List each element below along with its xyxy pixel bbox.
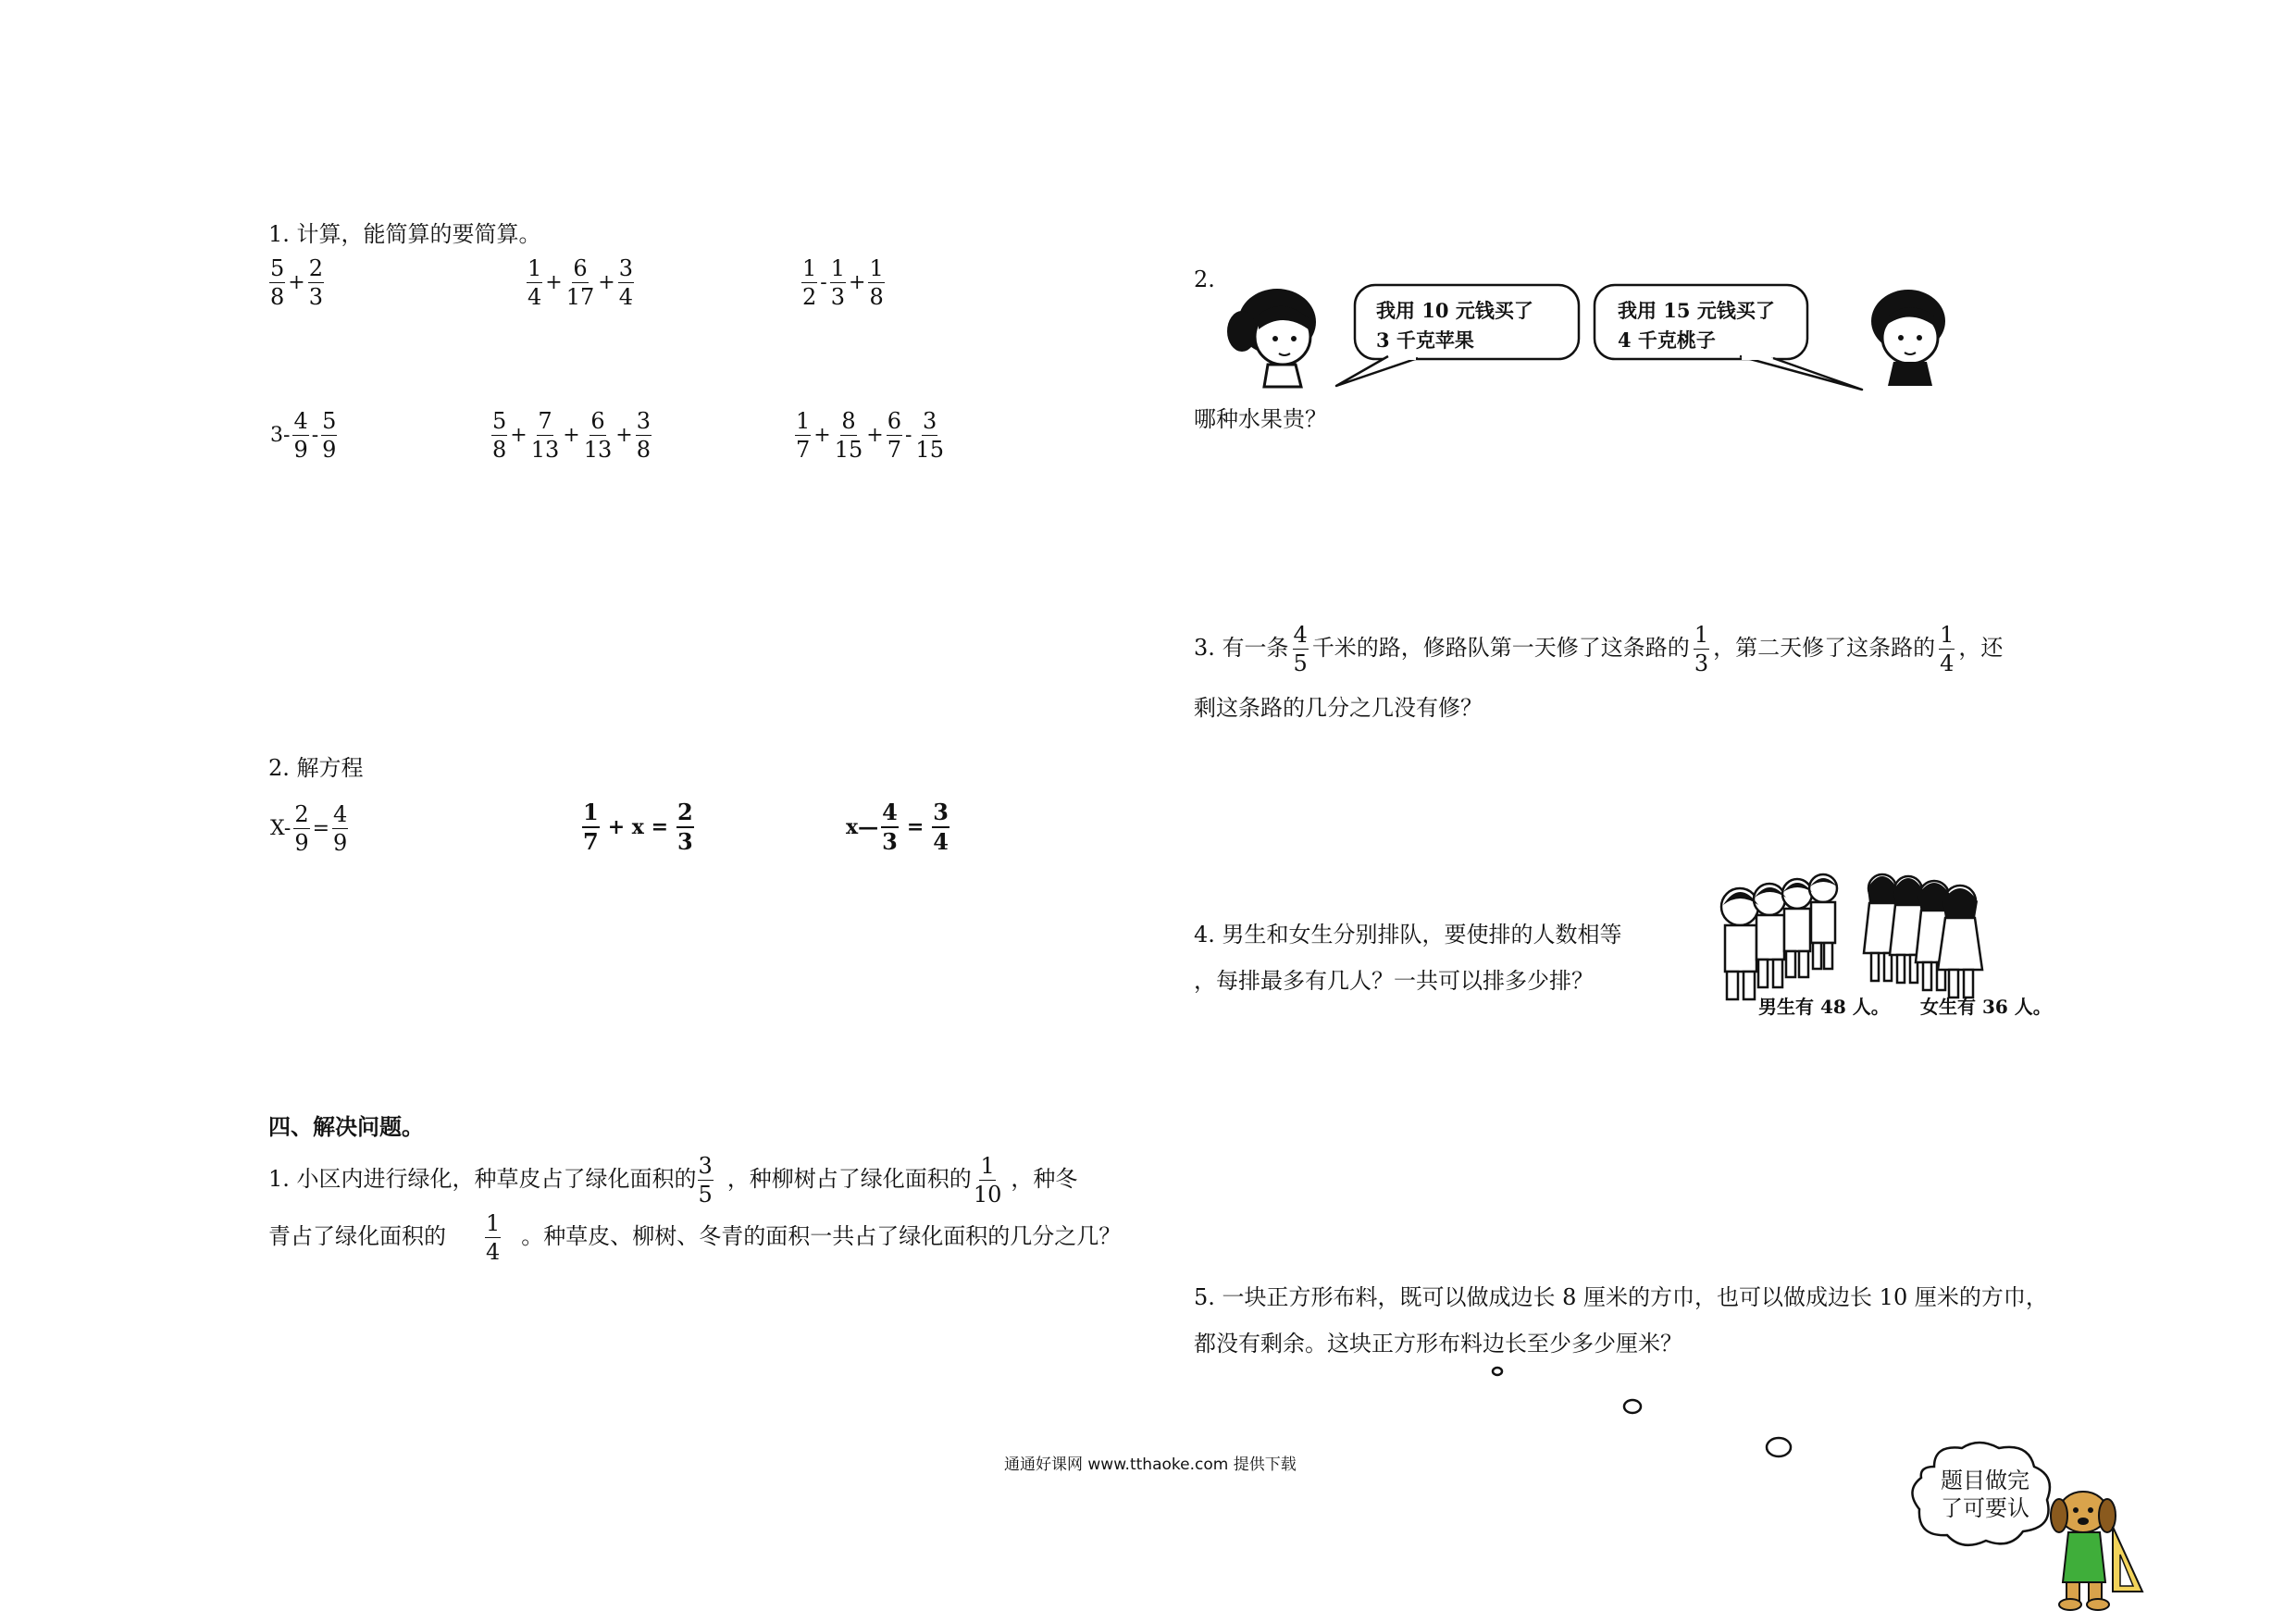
calc-expr-1: $\frac{5}{8}$ + $\frac{2}{3}$ <box>270 255 323 310</box>
calc-expr-3: $\frac{1}{2}$ - $\frac{1}{3}$ + $\frac{1}{8}$ <box>802 255 884 310</box>
fraction: $\frac{6}{13}$ <box>583 408 613 463</box>
mascot-bubble-text: 题目做完了可要认 <box>1941 1468 2029 1521</box>
fraction: $\frac{1}{4}$ <box>527 255 542 310</box>
calc-expr-6: $\frac{1}{7}$ + $\frac{8}{15}$ + $\frac{6}{7}$ - $\frac{3}{15}$ <box>796 408 944 463</box>
fraction: $\frac{3}{15}$ <box>915 408 944 463</box>
fraction: $\frac{5}{8}$ <box>492 408 507 463</box>
q3-line-1: 3. 有一条 $\frac{4}{5}$ 千米的路，修路队第一天修了这条路的 $\frac{1}{3}$ ，第二天修了这条路的 $\frac{1}{4}$ ，还 <box>1194 622 2004 676</box>
fraction: $\frac{1}{10}$ <box>973 1153 1002 1208</box>
fraction: $\frac{4}{5}$ <box>1293 622 1308 676</box>
fraction: $\frac{1}{3}$ <box>1694 622 1709 676</box>
equation-1: X- $\frac{2}{9}$ = $\frac{4}{9}$ <box>270 801 348 856</box>
speech-text-left: 我用 10 元钱买了 3 千克苹果 <box>1376 299 1533 352</box>
fraction: $\frac{3}{8}$ <box>636 408 651 463</box>
equation-2: $\frac{1}{7}$ + x = $\frac{2}{3}$ <box>583 799 693 855</box>
fraction: $\frac{1}{7}$ <box>796 408 811 463</box>
q2-question: 哪种水果贵？ <box>1194 406 1327 432</box>
fraction: $\frac{6}{7}$ <box>887 408 901 463</box>
fraction: $\frac{2}{3}$ <box>677 799 693 855</box>
equations-title: 2. 解方程 <box>268 755 364 781</box>
fraction: $\frac{3}{5}$ <box>698 1153 713 1208</box>
fraction: $\frac{2}{3}$ <box>308 255 323 310</box>
thought-bubble-dots <box>1481 1360 1795 1462</box>
fraction: $\frac{1}{2}$ <box>802 255 817 310</box>
fraction: $\frac{3}{4}$ <box>618 255 633 310</box>
fraction: $\frac{8}{15}$ <box>834 408 863 463</box>
fraction: $\frac{1}{7}$ <box>583 799 599 855</box>
fraction: $\frac{4}{9}$ <box>293 408 308 463</box>
girl-illustration <box>1222 278 1342 389</box>
calc-expr-4: 3- $\frac{4}{9}$ - $\frac{5}{9}$ <box>270 408 337 463</box>
dog-mascot-illustration <box>2041 1490 2147 1612</box>
fraction: $\frac{4}{9}$ <box>333 801 348 856</box>
footer-credit: 通通好课网 www.tthaoke.com 提供下载 <box>1004 1456 1297 1474</box>
calc-expr-5: $\frac{5}{8}$ + $\frac{7}{13}$ + $\frac{6}{13}$ + $\frac{3}{8}$ <box>492 408 651 463</box>
problem-1-line-2: 青占了绿化面积的 $\frac{1}{4}$ 。种草皮、柳树、冬青的面积一共占了绿化面积的几分之几？ <box>268 1210 1122 1265</box>
boy-illustration <box>1860 282 1962 389</box>
fraction: $\frac{1}{4}$ <box>486 1210 501 1265</box>
girls-count-label: 女生有 36 人。 <box>1920 996 2052 1018</box>
speech-text-right: 我用 15 元钱买了 4 千克桃子 <box>1618 299 1775 352</box>
fraction: $\frac{5}{9}$ <box>322 408 337 463</box>
q4-line-2: ，每排最多有几人？一共可以排多少排？ <box>1194 968 1594 994</box>
students-illustration <box>1712 851 2027 1009</box>
fraction: $\frac{5}{8}$ <box>270 255 285 310</box>
q3-line-2: 剩这条路的几分之几没有修？ <box>1194 695 1483 721</box>
equation-3: x— $\frac{4}{3}$ = $\frac{3}{4}$ <box>846 799 949 855</box>
q5-line-2: 都没有剩余。这块正方形布料边长至少多少厘米？ <box>1194 1331 1682 1357</box>
section-4-title: 四、解决问题。 <box>268 1113 424 1140</box>
q2-number: 2. <box>1194 266 1215 292</box>
fraction: $\frac{3}{4}$ <box>933 799 949 855</box>
fraction: $\frac{6}{17}$ <box>565 255 595 310</box>
problem-1-line-1: 1. 小区内进行绿化，种草皮占了绿化面积的 $\frac{3}{5}$ ，种柳树占了绿化面积的 $\frac{1}{10}$ ，种冬 <box>268 1153 1078 1208</box>
fraction: $\frac{1}{8}$ <box>869 255 884 310</box>
fraction: $\frac{1}{3}$ <box>830 255 845 310</box>
q4-line-1: 4. 男生和女生分别排队，要使排的人数相等 <box>1194 922 1622 948</box>
boys-count-label: 男生有 48 人。 <box>1758 996 1890 1018</box>
fraction: $\frac{2}{9}$ <box>294 801 309 856</box>
fraction: $\frac{4}{3}$ <box>882 799 898 855</box>
calc-expr-2: $\frac{1}{4}$ + $\frac{6}{17}$ + $\frac{3}{4}$ <box>527 255 633 310</box>
fraction: $\frac{1}{4}$ <box>1940 622 1955 676</box>
fraction: $\frac{7}{13}$ <box>530 408 560 463</box>
calc-title: 1. 计算，能简算的要简算。 <box>268 221 541 247</box>
q5-line-1: 5. 一块正方形布料，既可以做成边长 8 厘米的方巾，也可以做成边长 10 厘米的方巾， <box>1194 1284 2048 1310</box>
